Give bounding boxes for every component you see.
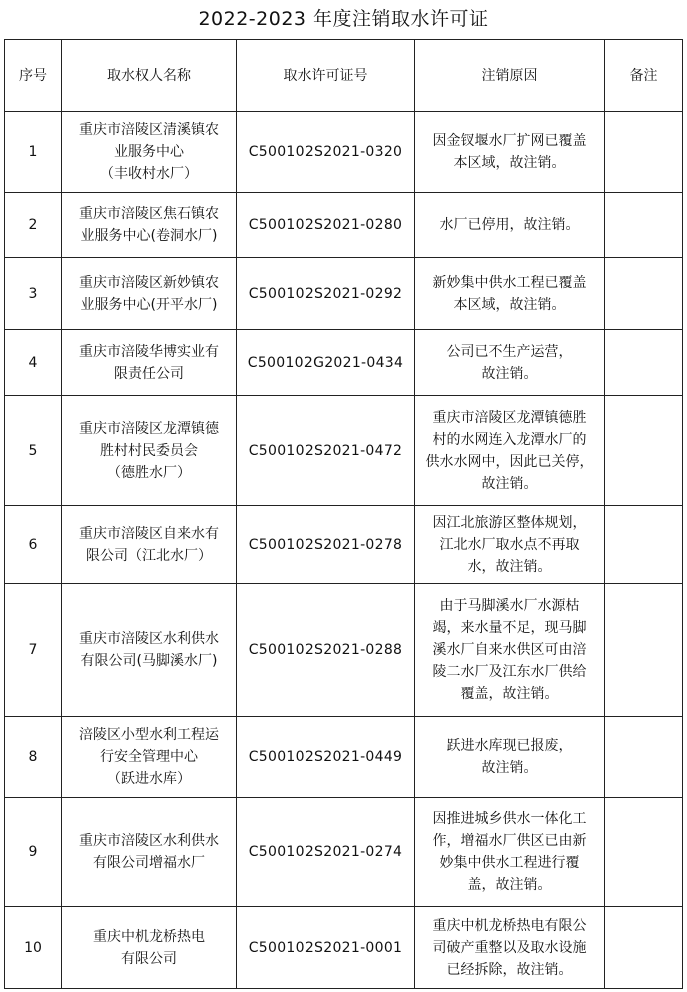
cell-holder-name: 重庆市涪陵华博实业有 限责任公司 bbox=[62, 330, 237, 396]
cell-holder-name: 重庆市涪陵区焦石镇农 业服务中心(卷洞水厂) bbox=[62, 193, 237, 258]
cell-seq: 6 bbox=[5, 506, 62, 584]
cell-holder-name: 重庆中机龙桥热电 有限公司 bbox=[62, 907, 237, 989]
table-row bbox=[5, 584, 683, 717]
cell-holder-name: 重庆市涪陵区水利供水 有限公司增福水厂 bbox=[62, 798, 237, 907]
page-title: 2022-2023 年度注销取水许可证 bbox=[198, 8, 489, 30]
cell-remarks bbox=[605, 396, 683, 506]
cell-holder-name: 涪陵区小型水利工程运 行安全管理中心 （跃进水库） bbox=[62, 717, 237, 798]
cell-license-number: C500102S2021-0001 bbox=[237, 907, 415, 989]
cell-seq: 1 bbox=[5, 112, 62, 193]
cell-holder-name: 重庆市涪陵区清溪镇农 业服务中心 （丰收村水厂） bbox=[62, 112, 237, 193]
table-row bbox=[5, 193, 683, 258]
cell-cancel-reason: 因推进城乡供水一体化工 作，增福水厂供区已由新 妙集中供水工程进行覆 盖，故注销。 bbox=[415, 798, 605, 907]
cell-cancel-reason: 重庆中机龙桥热电有限公 司破产重整以及取水设施 已经拆除，故注销。 bbox=[415, 907, 605, 989]
cell-remarks bbox=[605, 193, 683, 258]
table-row bbox=[5, 396, 683, 506]
table-row bbox=[5, 798, 683, 907]
header-remarks: 备注 bbox=[605, 40, 683, 112]
table-row bbox=[5, 112, 683, 193]
table-row bbox=[5, 506, 683, 584]
cell-remarks bbox=[605, 330, 683, 396]
cell-cancel-reason: 因金钗堰水厂扩网已覆盖 本区域，故注销。 bbox=[415, 112, 605, 193]
cell-cancel-reason: 重庆市涪陵区龙潭镇德胜 村的水网连入龙潭水厂的 供水水网中，因此已关停， 故注销。 bbox=[415, 396, 605, 506]
header-license-number: 取水许可证号 bbox=[237, 40, 415, 112]
cell-license-number: C500102S2021-0320 bbox=[237, 112, 415, 193]
cell-license-number: C500102S2021-0288 bbox=[237, 584, 415, 717]
table-header-row bbox=[5, 40, 683, 112]
header-holder-name: 取水权人名称 bbox=[62, 40, 237, 112]
permit-cancellation-table bbox=[4, 39, 683, 989]
cell-remarks bbox=[605, 798, 683, 907]
header-cancel-reason: 注销原因 bbox=[415, 40, 605, 112]
cell-license-number: C500102G2021-0434 bbox=[237, 330, 415, 396]
cell-license-number: C500102S2021-0292 bbox=[237, 258, 415, 330]
cell-cancel-reason: 公司已不生产运营， 故注销。 bbox=[415, 330, 605, 396]
cell-seq: 4 bbox=[5, 330, 62, 396]
cell-remarks bbox=[605, 907, 683, 989]
cell-license-number: C500102S2021-0274 bbox=[237, 798, 415, 907]
cell-license-number: C500102S2021-0278 bbox=[237, 506, 415, 584]
cell-seq: 9 bbox=[5, 798, 62, 907]
cell-remarks bbox=[605, 506, 683, 584]
cell-cancel-reason: 由于马脚溪水厂水源枯 竭，来水量不足，现马脚 溪水厂自来水供区可由涪 陵二水厂及江东水厂供给 覆盖，故注销。 bbox=[415, 584, 605, 717]
cell-seq: 3 bbox=[5, 258, 62, 330]
cell-remarks bbox=[605, 584, 683, 717]
cell-seq: 8 bbox=[5, 717, 62, 798]
cell-license-number: C500102S2021-0280 bbox=[237, 193, 415, 258]
cell-cancel-reason: 跃进水库现已报废， 故注销。 bbox=[415, 717, 605, 798]
cell-remarks bbox=[605, 717, 683, 798]
cell-seq: 5 bbox=[5, 396, 62, 506]
cell-holder-name: 重庆市涪陵区自来水有 限公司（江北水厂） bbox=[62, 506, 237, 584]
cell-cancel-reason: 新妙集中供水工程已覆盖 本区域，故注销。 bbox=[415, 258, 605, 330]
cell-cancel-reason: 水厂已停用，故注销。 bbox=[415, 193, 605, 258]
table-row bbox=[5, 907, 683, 989]
cell-license-number: C500102S2021-0449 bbox=[237, 717, 415, 798]
header-seq: 序号 bbox=[5, 40, 62, 112]
cell-cancel-reason: 因江北旅游区整体规划， 江北水厂取水点不再取 水，故注销。 bbox=[415, 506, 605, 584]
cell-remarks bbox=[605, 258, 683, 330]
cell-seq: 2 bbox=[5, 193, 62, 258]
cell-seq: 7 bbox=[5, 584, 62, 717]
table-row bbox=[5, 330, 683, 396]
table-row bbox=[5, 258, 683, 330]
cell-remarks bbox=[605, 112, 683, 193]
table-row bbox=[5, 717, 683, 798]
cell-holder-name: 重庆市涪陵区新妙镇农 业服务中心(开平水厂) bbox=[62, 258, 237, 330]
cell-holder-name: 重庆市涪陵区水利供水 有限公司(马脚溪水厂) bbox=[62, 584, 237, 717]
cell-seq: 10 bbox=[5, 907, 62, 989]
cell-holder-name: 重庆市涪陵区龙潭镇德 胜村村民委员会 （德胜水厂） bbox=[62, 396, 237, 506]
cell-license-number: C500102S2021-0472 bbox=[237, 396, 415, 506]
